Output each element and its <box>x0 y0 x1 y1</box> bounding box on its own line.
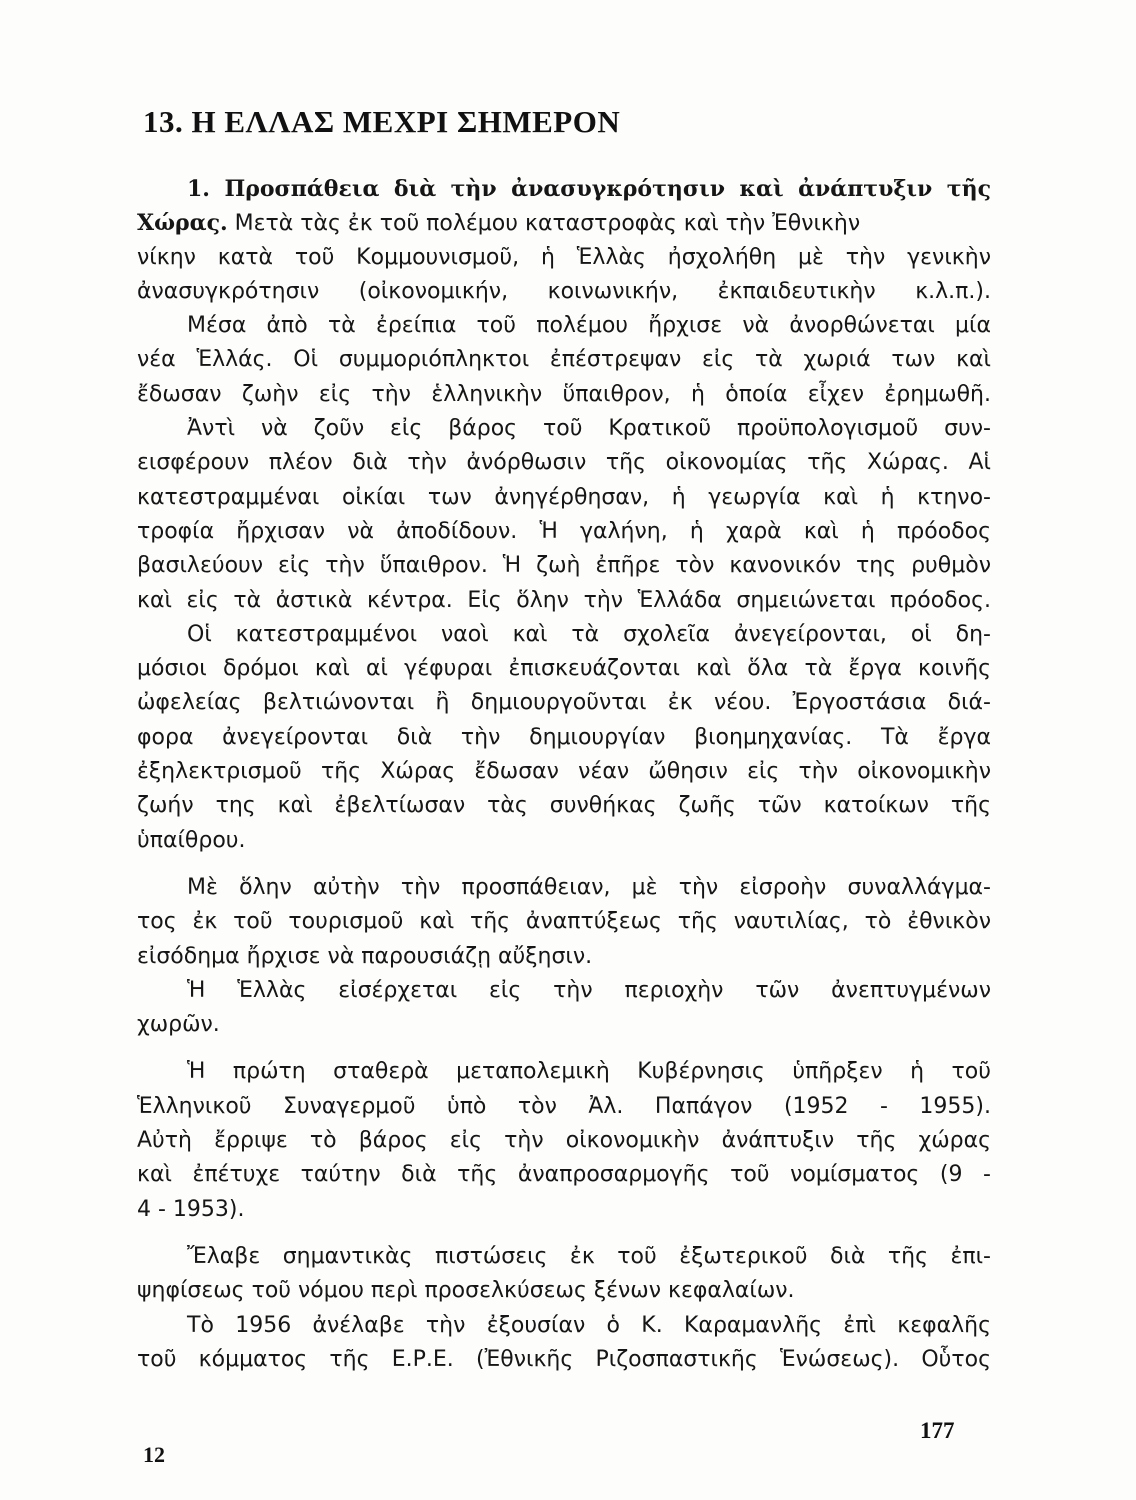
text-line: μόσιοι δρόμοι καὶ αἱ γέφυραι ἐπισκευάζονται καὶ ὅλα τὰ ἔργα κοινῆς <box>137 656 991 682</box>
text-line: νέα Ἑλλάς. Οἱ συμμοριόπληκτοι ἐπέστρεψαν εἰς τὰ χωριά των καὶ <box>137 347 991 373</box>
text-line: καὶ εἰς τὰ ἀστικὰ κέντρα. Εἰς ὅλην τὴν Ἑλλάδα σημειώνεται πρόοδος. <box>137 587 991 613</box>
text-line: Ἀντὶ νὰ ζοῦν εἰς βάρος τοῦ Κρατικοῦ προϋπολογισμοῦ συν- <box>187 416 991 442</box>
text-line: ἀνασυγκρότησιν (οἰκονομικήν, κοινωνικήν, ἐκπαιδευτικὴν κ.λ.π.). <box>137 278 991 304</box>
paragraph-text: Μετὰ τὰς ἐκ τοῦ πολέμου καταστροφὰς καὶ τὴν Ἐθνικὴν <box>227 211 861 237</box>
text-line: Ἔλαβε σημαντικὰς πιστώσεις ἐκ τοῦ ἐξωτερικοῦ διὰ τῆς ἐπι- <box>187 1243 991 1269</box>
text-line: τροφία ἤρχισαν νὰ ἀποδίδουν. Ἡ γαλήνη, ἡ χαρὰ καὶ ἡ πρόοδος <box>137 518 991 544</box>
chapter-heading: 13. Η ΕΛΛΑΣ ΜΕΧΡΙ ΣΗΜΕΡΟΝ <box>143 104 621 139</box>
text-line: Ἡ πρώτη σταθερὰ μεταπολεμικὴ Κυβέρνησις ὑπῆρξεν ἡ τοῦ <box>187 1059 991 1085</box>
text-line: Μέσα ἀπὸ τὰ ἐρείπια τοῦ πολέμου ἤρχισε νὰ ἀνορθώνεται μία <box>187 313 991 339</box>
section-title-end: Χώρας. <box>137 210 228 237</box>
text-line: καὶ ἐπέτυχε ταύτην διὰ τῆς ἀναπροσαρμογῆς τοῦ νομίσματος (9 - <box>137 1162 991 1188</box>
text-line: τοῦ κόμματος τῆς Ε.Ρ.Ε. (Ἐθνικῆς Ριζοσπαστικῆς Ἑνώσεως). Οὗτος <box>137 1346 991 1372</box>
text-line: φορα ἀνεγείρονται διὰ τὴν δημιουργίαν βιοημηχανίας. Τὰ ἔργα <box>137 724 991 750</box>
text-line <box>137 206 991 240</box>
text-line: εισφέρουν πλέον διὰ τὴν ἀνόρθωσιν τῆς οἰκονομίας τῆς Χώρας. Αἱ <box>137 450 991 476</box>
text-line: ψηφίσεως τοῦ νόμου περὶ προσελκύσεως ξένων κεφαλαίων. <box>137 1278 795 1304</box>
text-line: νίκην κατὰ τοῦ Κομμουνισμοῦ, ἡ Ἑλλὰς ἠσχολήθη μὲ τὴν γενικὴν <box>137 244 991 270</box>
text-line: ἔδωσαν ζωὴν εἰς τὴν ἑλληνικὴν ὕπαιθρον, ἡ ὁποία εἶχεν ἐρημωθῆ. <box>137 381 991 407</box>
text-line: ἐξηλεκτρισμοῦ τῆς Χώρας ἔδωσαν νέαν ὤθησιν εἰς τὴν οἰκονομικὴν <box>137 759 991 785</box>
text-line: ὠφελείας βελτιώνονται ἢ δημιουργοῦνται ἐκ νέου. Ἐργοστάσια διά- <box>137 690 991 716</box>
text-line: κατεστραμμέναι οἰκίαι των ἀνηγέρθησαν, ἡ γεωργία καὶ ἡ κτηνο- <box>137 484 991 510</box>
text-line: Αὐτὴ ἔρριψε τὸ βάρος εἰς τὴν οἰκονομικὴν ἀνάπτυξιν τῆς χώρας <box>137 1128 991 1154</box>
paragraph-gap <box>137 1227 991 1240</box>
section-title: 1. Προσπάθεια διὰ τὴν ἀνασυγκρότησιν καὶ ἀνάπτυξιν τῆς <box>187 176 991 202</box>
paragraph-gap <box>137 858 991 871</box>
body-text <box>137 172 991 1377</box>
text-line: ζωήν της καὶ ἐβελτίωσαν τὰς συνθήκας ζωῆς τῶν κατοίκων τῆς <box>137 793 991 819</box>
text-line: Τὸ 1956 ἀνέλαβε τὴν ἐξουσίαν ὁ Κ. Καραμανλῆς ἐπὶ κεφαλῆς <box>187 1312 991 1338</box>
section-title-line <box>137 172 991 206</box>
paragraph-gap <box>137 1042 991 1055</box>
text-line: ὑπαίθρου. <box>137 827 246 853</box>
text-line: τος ἐκ τοῦ τουρισμοῦ καὶ τῆς ἀναπτύξεως τῆς ναυτιλίας, τὸ ἐθνικὸν <box>137 909 991 935</box>
signature-mark: 12 <box>143 1442 165 1467</box>
text-line: βασιλεύουν εἰς τὴν ὕπαιθρον. Ἡ ζωὴ ἐπῆρε τὸν κανονικόν της ρυθμὸν <box>137 553 991 579</box>
text-line: 4 - 1953). <box>137 1196 245 1222</box>
text-line: Μὲ ὅλην αὐτὴν τὴν προσπάθειαν, μὲ τὴν εἰσροὴν συναλλάγμα- <box>187 874 991 900</box>
page-number: 177 <box>920 1418 955 1443</box>
text-line: Ἑλληνικοῦ Συναγερμοῦ ὑπὸ τὸν Ἀλ. Παπάγον (1952 - 1955). <box>137 1093 991 1119</box>
text-line: εἰσόδημα ἤρχισε νὰ παρουσιάζῃ αὔξησιν. <box>137 943 593 969</box>
text-line: χωρῶν. <box>137 1012 220 1038</box>
text-line: Ἡ Ἑλλὰς εἰσέρχεται εἰς τὴν περιοχὴν τῶν ἀνεπτυγμένων <box>187 977 991 1003</box>
text-line: Οἱ κατεστραμμένοι ναοὶ καὶ τὰ σχολεῖα ἀνεγείρονται, οἱ δη- <box>187 621 991 647</box>
